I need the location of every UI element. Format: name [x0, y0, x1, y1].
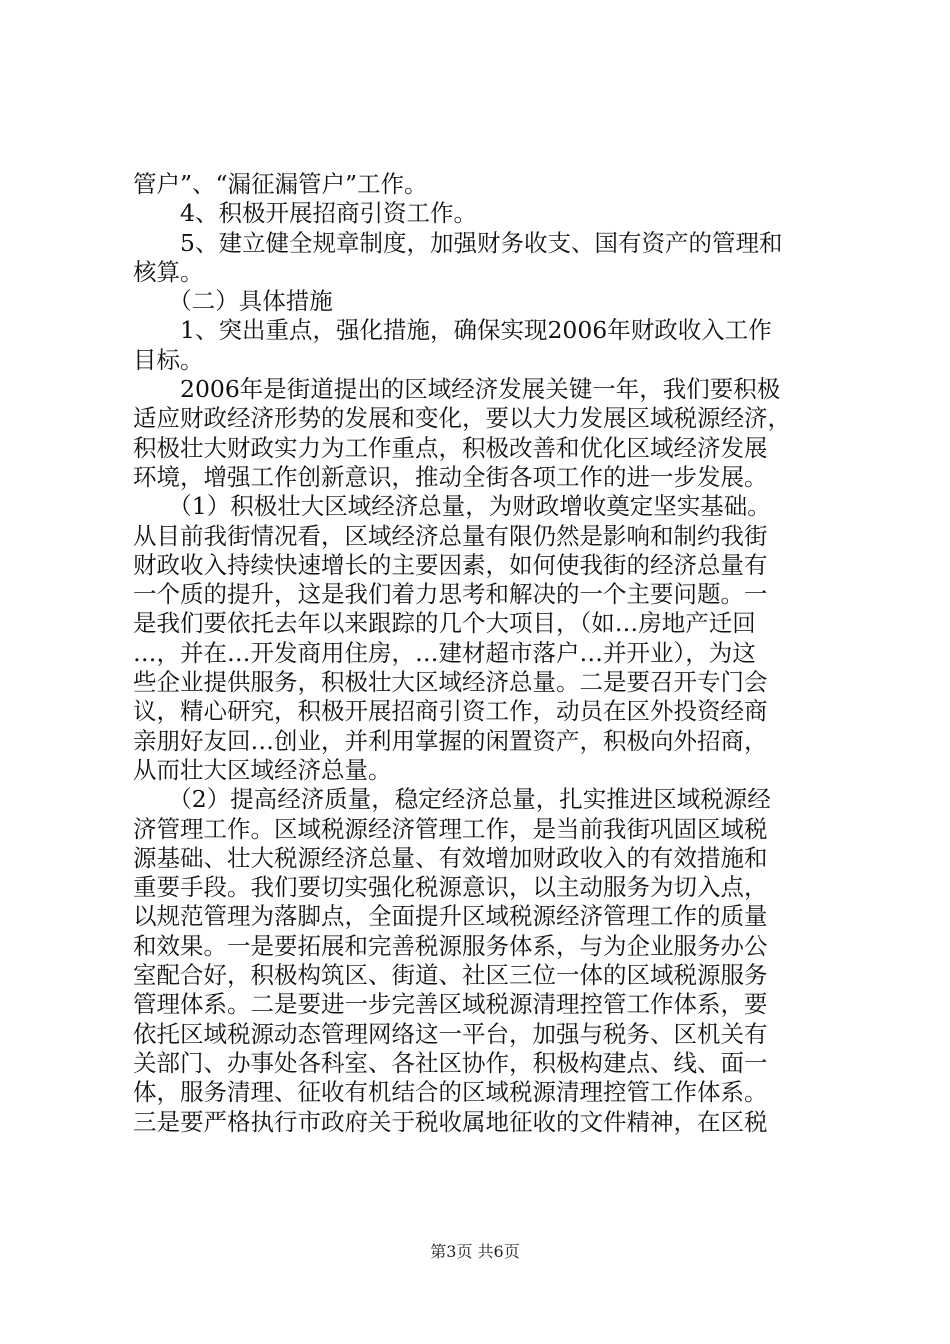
text-line: 些企业提供服务，积极壮大区域经济总量。二是要召开专门会 — [133, 668, 768, 697]
text-line: 济管理工作。区域税源经济管理工作，是当前我街巩固区域税 — [133, 814, 768, 843]
text-line: 室配合好，积极构筑区、街道、社区三位一体的区域税源服务 — [133, 961, 768, 990]
text-line: 1、突出重点，强化措施，确保实现2006年财政收入工作 — [133, 316, 772, 345]
text-line: 从而壮大区域经济总量。 — [133, 755, 392, 784]
text-line: 财政收入持续快速增长的主要因素，如何使我街的经济总量有 — [133, 550, 768, 579]
text-line: 源基础、壮大税源经济总量、有效增加财政收入的有效措施和 — [133, 843, 768, 872]
text-line: （2）提高经济质量，稳定经济总量，扎实推进区域税源经 — [133, 785, 771, 814]
text-line: 4、积极开展招商引资工作。 — [133, 199, 477, 228]
text-line: 目标。 — [133, 345, 204, 374]
text-line: 适应财政经济形势的发展和变化，要以大力发展区域税源经济， — [133, 404, 791, 433]
text-line: 核算。 — [133, 257, 204, 286]
text-line: …，并在…开发商用住房，…建材超市落户…并开业），为这 — [133, 638, 756, 667]
document-body — [133, 170, 833, 1137]
text-line: 体，服务清理、征收有机结合的区域税源清理控管工作体系。 — [133, 1078, 768, 1107]
text-line: 依托区域税源动态管理网络这一平台，加强与税务、区机关有 — [133, 1019, 768, 1048]
text-line: 从目前我街情况看，区域经济总量有限仍然是影响和制约我街 — [133, 521, 768, 550]
text-line: 议，精心研究，积极开展招商引资工作，动员在区外投资经商 — [133, 697, 768, 726]
text-line: 环境，增强工作创新意识，推动全街各项工作的进一步发展。 — [133, 462, 768, 491]
text-line: 积极壮大财政实力为工作重点，积极改善和优化区域经济发展 — [133, 433, 768, 462]
text-line: 管理体系。二是要进一步完善区域税源清理控管工作体系，要 — [133, 990, 768, 1019]
section-heading: （二）具体措施 — [133, 287, 333, 316]
page-footer: 第3页 共6页 — [430, 1242, 520, 1261]
text-line: 关部门、办事处各科室、各社区协作，积极构建点、线、面一 — [133, 1048, 768, 1077]
text-line: 2006年是街道提出的区域经济发展关键一年，我们要积极 — [133, 375, 781, 404]
text-line: 三是要严格执行市政府关于税收属地征收的文件精神，在区税 — [133, 1107, 768, 1136]
text-line: 管户”、“漏征漏管户”工作。 — [133, 170, 428, 198]
text-line: 以规范管理为落脚点，全面提升区域税源经济管理工作的质量 — [133, 902, 768, 931]
text-line: 5、建立健全规章制度，加强财务收支、国有资产的管理和 — [133, 228, 783, 257]
text-line: 亲朋好友回…创业，并利用掌握的闲置资产，积极向外招商， — [133, 726, 768, 755]
text-line: 是我们要依托去年以来跟踪的几个大项目，（如…房地产迁回 — [133, 609, 756, 638]
text-line: （1）积极壮大区域经济总量，为财政增收奠定坚实基础。 — [133, 492, 771, 521]
text-line: 重要手段。我们要切实强化税源意识，以主动服务为切入点， — [133, 873, 768, 902]
text-line: 和效果。一是要拓展和完善税源服务体系，与为企业服务办公 — [133, 931, 768, 960]
text-line: 一个质的提升，这是我们着力思考和解决的一个主要问题。一 — [133, 580, 768, 609]
